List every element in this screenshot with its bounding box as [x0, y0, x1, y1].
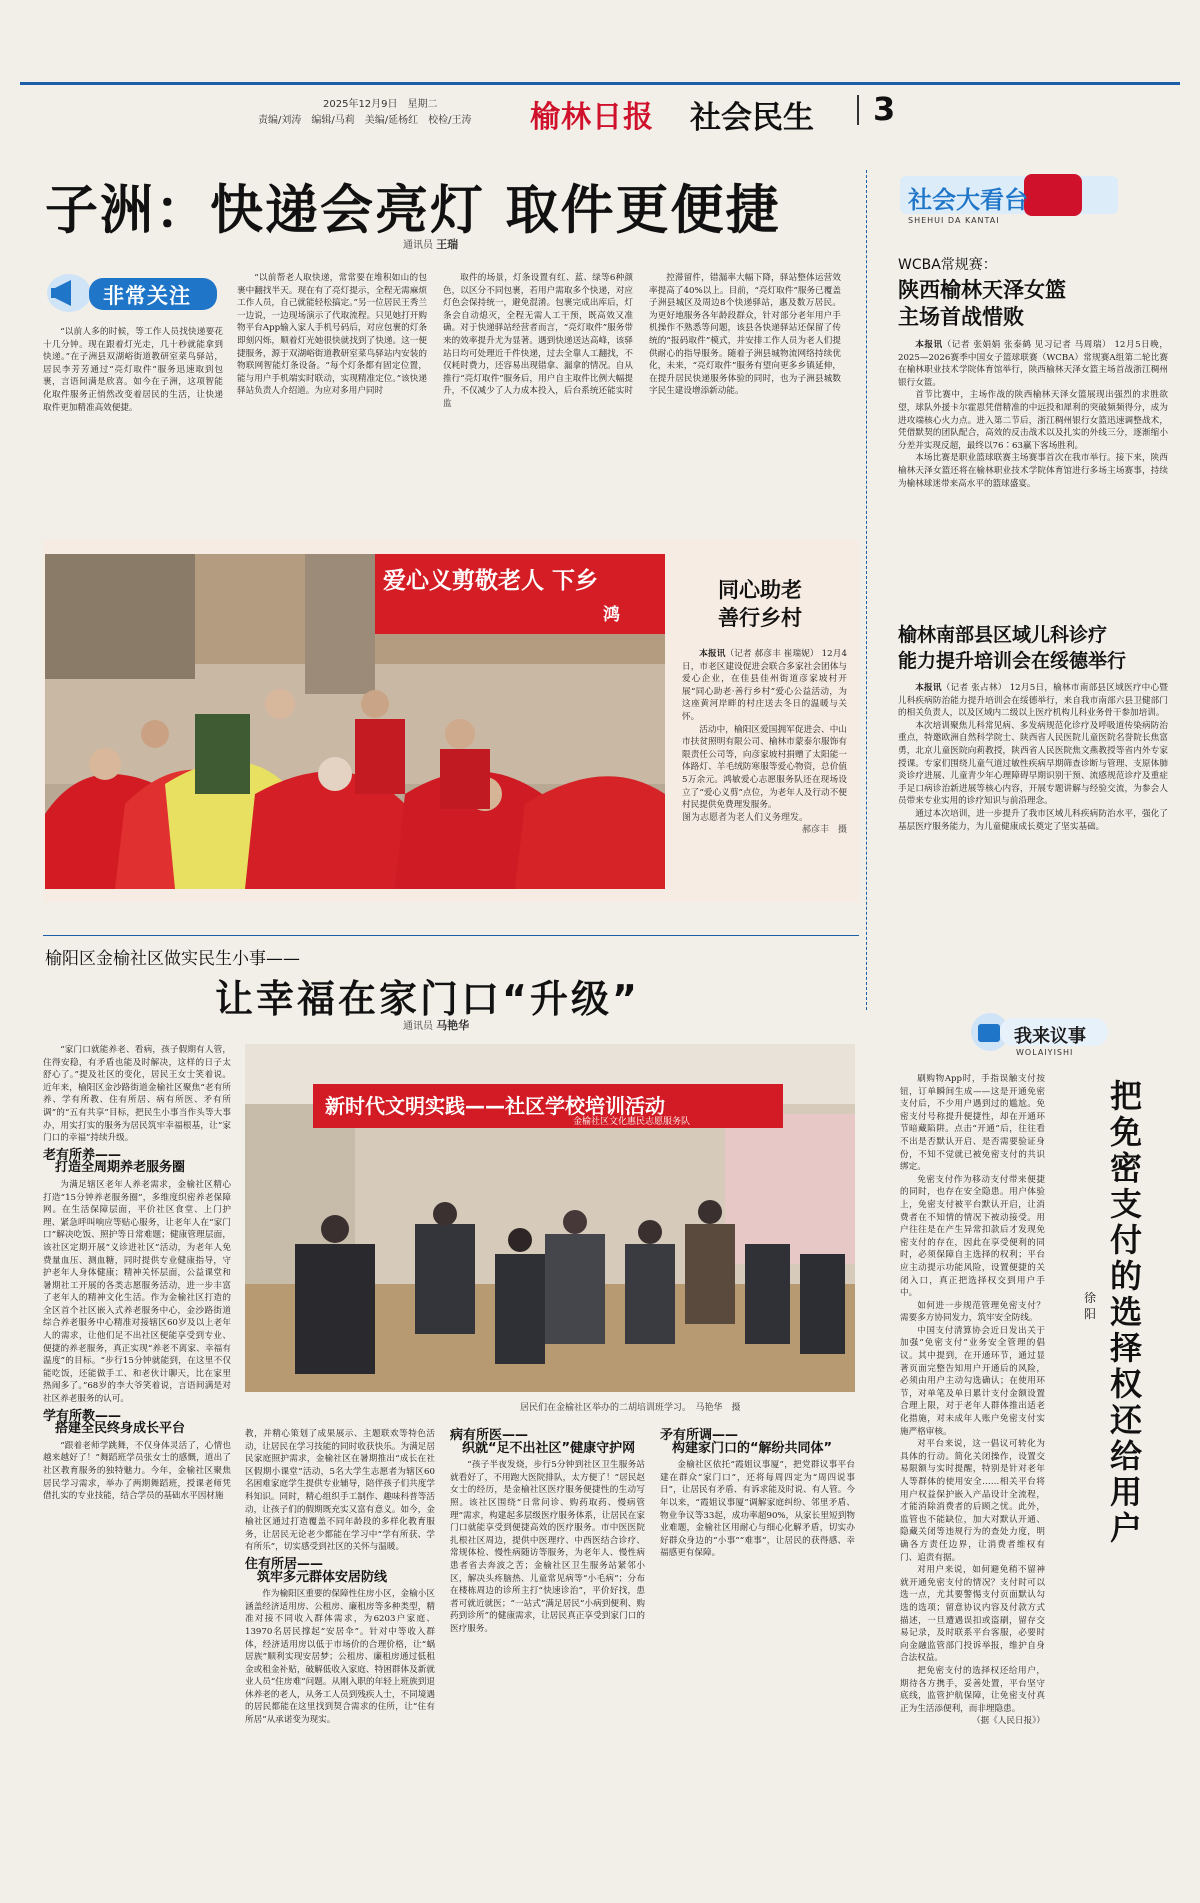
editor-credits: 责编/刘涛 编辑/马莉 美编/延杨红 校检/王涛 [258, 115, 472, 126]
section-rule [43, 935, 859, 936]
classroom-banner [313, 1084, 783, 1128]
paragraph: 对用户来说，如何避免稍不留神就开通免密支付的情况？支付时可以选一点，尤其要警惕支付页面默认勾选的选项；留意协议内容及付款方式描述，一旦遭遇误扣或盗刷，留存交易记录，及时联系平台客服，必要时向金融监管部门投诉举报，维护自身合法权益。 [900, 1565, 1045, 1664]
story2-col-1 [43, 1044, 231, 1503]
paragraph: 活动中，榆阳区爱国拥军促进会、中山市扶贫照明有限公司、榆林市蒙泰尔服饰有限责任公司等，向彦家坡村捐赠了太阳能一体路灯、羊毛绒防寒服等爱心物资，总价值5万余元。鸿敏爱心志愿服务队还在现场设立了“爱心义剪”点位，为老年人及行动不便村民提供免费理发服务。 [682, 724, 847, 811]
story1-byline [403, 236, 458, 252]
paragraph: 取件的场景，灯条设置有红、蓝、绿等6种颜色，以区分不同包裹，若用户需取多个快递，对应灯色会保持统一，避免混淆。包裹完成出库后，灯条会自动熄灭，全程无需人工干预，既高效又准确。对于快递驿站经营者而言，“亮灯取件”服务带来的效率提升尤为显著。遇到快递送达高峰，该驿站日均可处理近千件快递，过去全靠人工翻找，不仅耗时费力，还容易出现错拿、漏拿的情况。自从推行“亮灯取件”服务后，用户自主取件比例大幅提升，不仅减少了人力成本投入，后台系统还能实时监 [443, 273, 633, 409]
wcba-title: 陕西榆林天泽女篮 主场首战惜败 [898, 278, 1066, 329]
column-badge [43, 266, 221, 316]
lead-label: 本报讯 [915, 683, 942, 693]
paragraph: 如何进一步规范管理免密支付？需要多方协同发力，筑牢安全防线。 [900, 1300, 1045, 1324]
byline-name: 王瑞 [436, 238, 459, 251]
subhead: 住有所居—— [245, 1556, 324, 1572]
lead-label: 本报讯 [699, 649, 726, 659]
paragraph: 教，并精心策划了成果展示、主题联欢等特色活动，让居民在学习技能的同时收获快乐。为满足居民家庭照护需求，金榆社区在暑期推出“成长在社区假期小课堂”活动，5名大学生志愿者为辖区60名困难家庭学生提供专业辅导，陪伴孩子们共度学科知识。同时，精心组织手工制作、趣味科普等活动，让孩子们的假期既充实又富有意义。如今，金榆社区通过打造覆盖不同年龄段的多样化教育服务，让居民无论老少都能在学习中“学有所获、学有所乐”，切实感受到社区的关怀与温暖。 [245, 1429, 435, 1553]
opinion-badge [960, 1010, 1110, 1062]
pediatric-title: 榆林南部县区域儿科诊疗 能力提升培训会在绥德举行 [898, 624, 1127, 672]
lead-text: （记者 张占林） 12月5日，榆林市南部县区域医疗中心暨儿科疾病防治能力提升培训会在绥德举行，来自我市南部六县卫健部门的相关负责人，以及区域内二级以上医疗机构儿科业务骨干参加培训。 [898, 683, 1168, 719]
subhead: 构建家门口的“解纷共同体” [672, 1440, 833, 1456]
byline-label: 通讯员 [403, 240, 433, 251]
paragraph: 为满足辖区老年人养老需求，金榆社区精心打造“15分钟养老服务圈”，多维度织密养老保障网。在生活保障层面，平价社区食堂、上门护理、紧急呼叫响应等贴心服务，让老年人在“家门口”解决吃饭、照护等日常难题；健康管理层面，该社区定期开展“义诊进社区”活动，为老年人免费量血压、测血糖，同时提供专业健康指导，守护老年人身体健康；精神关怀层面，公益课堂和暑期社工开展的各类志愿服务活动，进一步丰富了老年人的精神文化生活。作为金榆社区打造的全区首个社区嵌入式养老服务中心，金沙路街道综合养老服务中心精准对接辖区60岁及以上老年人的需求，让他们足不出社区便能享受到专业、便捷的养老服务，真正实现“养老不离家、幸福有温度”的目标。“步行15分钟就能到，在这里不仅能吃饭，还能做手工、和老伙计聊天，比在家里热闹多了。”68岁的李大爷笑着说，言语间满是对社区养老服务的认可。 [43, 1179, 231, 1405]
paragraph: 本场比赛是职业篮球联赛主场赛事首次在我市举行。接下来，陕西榆林天泽女篮还将在榆林职业技术学院体育馆进行多场主场赛事，持续为榆林球迷带来高水平的篮球盛宴。 [898, 453, 1168, 489]
paragraph: 把免密支付的选择权还给用户，期待各方携手，妥善处置，平台坚守底线，监管护航保障，让免密支付真正为生活添便利，而非埋隐患。 [900, 1665, 1045, 1714]
top-rule [20, 82, 1180, 85]
subhead: 矛有所调—— [660, 1428, 739, 1443]
paragraph: 首节比赛中，主场作战的陕西榆林天泽女篮展现出强烈的求胜欲望，球队外援卡尔霍恩凭借精准的中远投和犀利的突破频频得分，成为进攻端核心火力点。进入第二节后，浙江稠州银行女篮迅速调整战术，凭借默契的团队配合，高效的反击战术以及扎实的外线三分，逐渐缩小分差并实现反超，最终以76∶63赢下客场胜利。 [898, 390, 1168, 451]
paragraph: “家门口就能养老、看病，孩子假期有人管，住得安稳，有矛盾也能及时解决，这样的日子太舒心了。”提及社区的变化，居民王女士笑着说。近年来，榆阳区金沙路街道金榆社区聚焦“老有所养、学有所教、住有所居、病有所医、矛有所调”的“五有共享”目标，把民生小事当作头等大事办，用实打实的服务为居民筑牢幸福根基，让“家门口的幸福”持续升级。 [43, 1045, 231, 1144]
issue-date: 2025年12月9日 星期二 [323, 99, 438, 110]
classroom-banner-sub: 金榆社区文化惠民志愿服务队 [573, 1117, 691, 1127]
paragraph: 本次培训聚焦儿科常见病、多发病规范化诊疗及呼吸道传染病防治重点，特邀欧洲自然科学院士、陕西省人民医院儿童医院名誉院长焦富勇，北京儿童医院向莉教授，陕西省人民医院焦文燕教授等省内外专家授课。专家们围绕儿童气道过敏性疾病早期筛查诊断与管理、支原体肺炎诊疗进展、儿童青少年心理障碍早期识别干预、流感规范诊疗及重症手足口病诊治新进展等核心内容，开展专题讲解与经验交流，为参会人员带来专业实用的诊疗知识与前沿理念。 [898, 720, 1168, 807]
story1-col-1 [43, 326, 223, 414]
sidebar-divider [866, 170, 867, 1010]
newspaper-logo: 榆林日报 [530, 100, 654, 135]
story1-col-2 [237, 272, 427, 398]
story2-kicker: 榆阳区金榆社区做实民生小事—— [45, 949, 300, 969]
story1-col-3 [443, 272, 633, 411]
subhead: 老有所养—— [43, 1147, 122, 1163]
paragraph: “孩子半夜发烧，步行5分钟到社区卫生服务站就看好了，不用跑大医院排队，太方便了！”居民赵女士的经历，是金榆社区医疗服务便捷性的生动写照。该社区围绕“日常问诊、购药取药、慢病管理”需求，构建起多层级医疗服务体系，让居民在家门口就能享受到便捷高效的医疗服务。市中医医院扎根社区周边，提供中医理疗、中西医结合诊疗、常规体检、慢性病随访等服务，为老年人、慢性病患者省去奔波之苦；金榆社区卫生服务站紧邻小区，解决头疼脑热、儿童常见病等“小毛病”；分布在楼栋周边的诊所主打“快速诊治”，平价好找，患者可就近就医；“一站式”满足居民“小病到便利、购药到诊所”的健康需求，让居民真正享受到家门口的医疗服务。 [450, 1460, 645, 1634]
sidebar-badge-label: 社会大看台 [908, 186, 1028, 214]
opinion-body [900, 1073, 1045, 1728]
paragraph: “以前帮老人取快递，常常要在堆积如山的包裹中翻找半天。现在有了亮灯提示，全程无需麻烦工作人员，自己就能轻松搞定。”另一位居民王秀兰一边说，一边现场演示了代取流程。只见她打开购物平台App输入家人手机号码后，对应包裹的灯条即刻闪烁，顺着灯光她很快就找到了快递。这一便捷服务，源于双湖峪街道教研室菜鸟驿站内安装的物联网智能灯条设备。“每个灯条都有固定位置，能与用户手机端实时联动，实现精准定位。”该快递驿站负责人介绍道。为应对多用户同时 [237, 273, 427, 397]
photo-feature-body [682, 648, 847, 837]
haircut-photo [45, 554, 665, 889]
opinion-author: 徐阳 [1084, 1291, 1097, 1321]
paragraph: 对平台来说，这一倡议可转化为具体的行动。简化关闭操作，设置交易限额与实时提醒，特别是针对老年人等群体的使用安全……相关平台将用户权益保护嵌入产品设计全流程，才能消除消费者的后顾之忧。此外，监管也不能缺位，加大对默认开通、隐藏关闭等违规行为的查处力度，明确各方责任边界，让消费者维权有门、追责有据。 [900, 1439, 1045, 1563]
story1-col-4 [649, 272, 841, 398]
byline-label: 通讯员 [403, 1021, 433, 1032]
volunteer-haircut-image [45, 554, 665, 889]
photo-feature-title: 同心助老 善行乡村 [718, 578, 802, 630]
lead-text: （记者 张娟娟 张泰鹤 见习记者 马周瑞） 12月5日晚，2025—2026赛季中国女子篮球联赛（WCBA）常规赛A组第二轮比赛在榆林职业技术学院体育馆举行，陕西榆林天泽女篮主场首战浙江稠州银行女篮。 [898, 340, 1168, 388]
subhead: 搭建全民终身成长平台 [55, 1421, 186, 1437]
story2-byline [403, 1017, 469, 1033]
opinion-badge-label: 我来议事 [1014, 1026, 1086, 1047]
lead-label: 本报讯 [915, 340, 943, 350]
paragraph: 作为榆阳区重要的保障性住房小区，金榆小区涵盖经济适用房、公租房、廉租房等多种类型，精准对接不同收入群体需求，为6203户家庭、13970名居民撑起“安居伞”。针对中等收入群体，经济适用房以低于市场价的合理价格，让“蜗居族”顺利实现安居梦；公租房、廉租房通过低租金或租金补贴，破解低收入家庭、特困群体及新就业人员“住房难”问题。从刚入职的年轻上班族到退休养老的老人，从务工人员到残疾人士，不同境遇的居民都能在这里找到契合需求的住所，让“住有所居”从承诺变为现实。 [245, 1589, 435, 1726]
pediatric-body [898, 682, 1168, 833]
source-note: （据《人民日报》） [971, 1716, 1045, 1727]
erhu-class-photo [245, 1044, 855, 1392]
banner-text: 爱心义剪敬老人 下乡 [383, 568, 599, 594]
paragraph: 中国支付清算协会近日发出关于加强“免密支付”业务安全管理的倡议。其中提到，在开通环节，通过显著页面完整告知用户开通后的风险，必须由用户主动勾选确认；在使用环节，对单笔及单日累计支付金额设置合理上限，对于老年人群体推出适老化措施，对未成年人账户免密支付实施严格审核。 [900, 1325, 1045, 1437]
column-badge-label: 非常关注 [103, 284, 191, 308]
subhead: 病有所医—— [450, 1428, 529, 1443]
paragraph: 刷购物App时，手指误触支付按钮，订单瞬间生成——这是开通免密支付后，不少用户遇到过的尴尬。免密支付号称提升便捷性，却在开通环节暗藏陷阱。点击“开通”后，往往看不出是否默认开启、是否需要验证身份，不知不觉就已被免密支付的共识绑定。 [900, 1074, 1045, 1173]
story2-col-4 [660, 1428, 855, 1560]
paragraph: 通过本次培训，进一步提升了我市区域儿科疾病防治水平，强化了基层医疗服务能力，为儿童健康成长奠定了坚实基础。 [898, 808, 1168, 832]
divider [857, 95, 859, 125]
paragraph: 金榆社区依托“霞姐议事厦”，把党群议事平台建在群众“家门口”，还将每周四定为“周四说事日”，让居民有矛盾、有诉求能及时说、有人管。今年以来，“霞姐议事厦”调解家庭纠纷、邻里矛盾、物业争议等33起，成功率超90%，从家长里短到物业难题，金榆社区用耐心与细心化解矛盾，切实办好群众身边的“小事”“难事”，让居民的获得感、幸福感更有保障。 [660, 1460, 855, 1559]
subhead: 打造全周期养老服务圈 [55, 1160, 186, 1176]
opinion-title: 把免密支付的选择权还给用户 [1110, 1077, 1143, 1547]
story2-headline: 让幸福在家门口“升级” [215, 977, 640, 1021]
photo-caption: 图为志愿者为老人们义务理发。 [682, 812, 809, 823]
byline-name: 马艳华 [436, 1019, 470, 1032]
page-number: 3 [873, 90, 896, 128]
wcba-body [898, 339, 1168, 490]
opinion-badge-pinyin: WOLAIYISHI [1016, 1048, 1074, 1057]
story1-headline: 子洲：快递会亮灯 取件更便捷 [45, 180, 781, 241]
story2-col-2 [245, 1428, 435, 1727]
pediatric-article [898, 622, 1168, 833]
lead-text: （记者 郝彦丰 崔瑞妮） 12月4日，市老区建设促进会联合多家社会团体与爱心企业，在佳县佳州街道彦家坡村开展“同心助老·善行乡村”爱心公益活动，为这座黄河岸畔的村庄送去冬日的温暖与关怀。 [682, 649, 847, 722]
wcba-kicker: WCBA常规赛： [898, 257, 997, 273]
classroom-banner-text: 新时代文明实践——社区学校培训活动 [325, 1094, 665, 1118]
paragraph: “跟着老师学跳舞，不仅身体灵活了，心情也越来越好了！”舞蹈班学员张女士的感慨，道出了社区教育服务的独特魅力。今年，金榆社区聚焦居民学习需求，举办了两期舞蹈班，授课老师凭借扎实的专业技能，结合学员的基础水平因材施 [43, 1440, 231, 1502]
subhead: 织就“足不出社区”健康守护网 [462, 1440, 636, 1456]
paragraph: 控滞留件，错漏率大幅下降，驿站整体运营效率提高了40%以上。目前，“亮灯取件”服务已覆盖子洲县城区及周边8个快递驿站，惠及数万居民。为更好地服务各年龄段群众，针对部分老年用户手机操作不熟悉等问题，该县各快递驿站还保留了传统的“报码取件”模式，并安排工作人员为老人们提供耐心的指导服务。随着子洲县城物流网络持续优化，未来，“亮灯取件”服务有望向更多乡镇延伸，在提升居民快递服务体验的同时，也为子洲县城数字民生建设增添新动能。 [649, 273, 841, 397]
wcba-article [898, 254, 1168, 490]
sidebar-badge [900, 172, 1120, 230]
paragraph: 免密支付作为移动支付带来便捷的同时，也存在安全隐患。用户体验上，免密支付被平台默认开启，让消费者在不知情的情况下被动接受。用户往往是在产生异常扣款后才发现免密支付的存在，因此在享受便利的同时，必须保障自主选择的权利；平台应主动提示功能风险，设置便捷的关闭入口，真正把选择权交到用户手中。 [900, 1174, 1045, 1299]
subhead: 学有所教—— [43, 1408, 122, 1424]
story2-photo-caption: 居民们在金榆社区举办的二胡培训班学习。 马艳华 摄 [520, 1403, 741, 1413]
photo-credit: 郝彦丰 摄 [801, 825, 847, 836]
section-title: 社会民生 [690, 100, 814, 136]
paragraph: “以前人多的时候，等工作人员找快递要花十几分钟。现在跟着灯光走，几十秒就能拿到快递。”在子洲县双湖峪街道教研室菜鸟驿站，居民李芳芳通过“亮灯取件”服务迅速取到包裹，言语间满是欣喜。如今在子洲，这项智能化取件服务正悄然改变着居民的生活，让快递取件更加精准高效便捷。 [43, 327, 223, 413]
sidebar-badge-pinyin: SHEHUI DA KANTAI [908, 216, 1000, 225]
subhead: 筑牢多元群体安居防线 [257, 1569, 388, 1585]
story2-col-3 [450, 1428, 645, 1636]
banner-text-2: 鸿 [603, 605, 620, 625]
